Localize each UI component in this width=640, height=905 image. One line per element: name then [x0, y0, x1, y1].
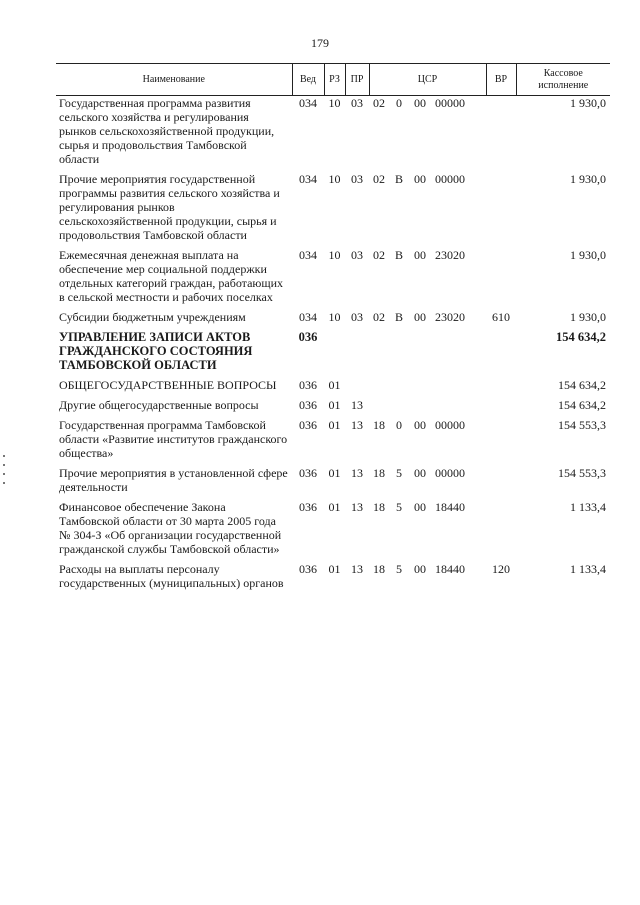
cell-name: УПРАВЛЕНИЕ ЗАПИСИ АКТОВ ГРАЖДАНСКОГО СОСТОЯНИЯ ТАМБОВСКОЙ ОБЛАСТИ [59, 330, 253, 372]
cell-vr [486, 248, 516, 310]
cell-sum: 1 930,0 [570, 172, 607, 186]
cell-rz: 01 [328, 398, 341, 412]
header-csr: ЦСР [369, 64, 486, 96]
cell-ved: 036 [299, 398, 317, 412]
cell-vr [486, 96, 516, 173]
table-row [56, 466, 610, 500]
table-row [56, 248, 610, 310]
cell-csr-main-event: 00 [414, 418, 426, 432]
cell-name: Ежемесячная денежная выплата на обеспечение мер социальной поддержки отдельных категорий граждан, работающих в сельской местности и рабочих поселках [59, 248, 284, 304]
cell-csr-subprogram: В [394, 248, 403, 262]
cell-pr: 13 [351, 418, 363, 432]
cell-csr-direction: 00000 [435, 466, 465, 480]
cell-csr-main-event: 00 [414, 96, 426, 110]
cell-name: Расходы на выплаты персоналу государственных (муниципальных) органов [59, 562, 284, 590]
cell-csr-subprogram [389, 378, 409, 398]
cell-pr: 13 [351, 466, 363, 480]
cell-csr-direction: 18440 [435, 562, 465, 576]
table-row [56, 310, 610, 330]
cell-rz: 01 [328, 562, 341, 576]
cell-sum: 1 930,0 [570, 96, 607, 110]
cell-csr-direction: 18440 [435, 500, 465, 514]
cell-vr [486, 172, 516, 248]
cell-csr-program: 18 [373, 562, 385, 576]
cell-csr-program [369, 378, 389, 398]
cell-csr-program: 18 [373, 466, 385, 480]
cell-csr-main-event: 00 [414, 248, 426, 262]
cell-ved: 034 [299, 96, 317, 110]
cell-ved: 034 [299, 310, 317, 324]
header-rz: РЗ [324, 64, 345, 96]
cell-csr-program [369, 330, 389, 378]
table-row [56, 398, 610, 418]
cell-csr-main-event [409, 398, 431, 418]
cell-csr-subprogram [389, 398, 409, 418]
cell-sum: 1 930,0 [570, 310, 607, 324]
cell-csr-subprogram: 5 [396, 562, 402, 576]
cell-sum: 1 930,0 [570, 248, 607, 262]
header-pr: ПР [345, 64, 369, 96]
cell-csr-subprogram [389, 330, 409, 378]
cell-csr-subprogram: 0 [396, 418, 402, 432]
cell-csr-direction: 23020 [435, 310, 465, 324]
cell-csr-main-event [409, 378, 431, 398]
cell-csr-program: 18 [373, 500, 385, 514]
table-row [56, 330, 610, 378]
table-row [56, 500, 610, 562]
cell-csr-main-event [409, 330, 431, 378]
cell-csr-program: 02 [373, 96, 385, 110]
cell-pr: 03 [351, 310, 363, 324]
cell-rz: 10 [328, 310, 341, 324]
cell-pr [345, 330, 369, 378]
cell-sum: 154 553,3 [558, 466, 607, 480]
cell-name: ОБЩЕГОСУДАРСТВЕННЫЕ ВОПРОСЫ [59, 378, 277, 392]
cell-csr-program [369, 398, 389, 418]
cell-csr-direction: 23020 [435, 248, 465, 262]
cell-csr-direction [431, 378, 486, 398]
cell-vr [486, 418, 516, 466]
table-row [56, 418, 610, 466]
cell-vr [486, 500, 516, 562]
cell-csr-subprogram: 5 [396, 466, 402, 480]
cell-name: Государственная программа развития сельского хозяйства и регулирования рынков сельскохозяйственной продукции, сырья и продовольствия Тамбовской области [59, 96, 275, 166]
cell-pr: 03 [351, 172, 363, 186]
cell-ved: 036 [299, 562, 317, 576]
cell-csr-main-event: 00 [414, 466, 426, 480]
table-row [56, 562, 610, 596]
cell-csr-main-event: 00 [414, 500, 426, 514]
table-header [56, 64, 610, 96]
cell-rz: 01 [328, 466, 341, 480]
cell-rz: 01 [328, 418, 341, 432]
cell-pr: 13 [351, 398, 363, 412]
table-row [56, 378, 610, 398]
cell-rz: 10 [328, 96, 341, 110]
cell-name: Прочие мероприятия в установленной сфере деятельности [59, 466, 288, 494]
cell-rz [324, 330, 345, 378]
cell-pr: 13 [351, 562, 363, 576]
budget-table [56, 63, 610, 596]
cell-csr-main-event: 00 [414, 172, 426, 186]
cell-sum: 154 634,2 [558, 378, 607, 392]
header-name: Наименование [56, 64, 292, 96]
cell-ved: 036 [299, 466, 317, 480]
cell-csr-subprogram: 5 [396, 500, 402, 514]
cell-sum: 1 133,4 [570, 562, 607, 576]
cell-csr-subprogram: В [394, 172, 403, 186]
cell-csr-main-event: 00 [414, 562, 426, 576]
cell-ved: 036 [299, 378, 317, 392]
cell-rz: 10 [328, 248, 341, 262]
cell-csr-direction [431, 330, 486, 378]
cell-sum: 154 634,2 [558, 398, 607, 412]
table-row [56, 96, 610, 173]
cell-pr: 13 [351, 500, 363, 514]
cell-csr-direction: 00000 [435, 96, 465, 110]
page-number: 179 [311, 36, 329, 50]
table-row [56, 172, 610, 248]
cell-rz: 01 [328, 378, 341, 392]
cell-ved: 036 [299, 418, 317, 432]
cell-rz: 01 [328, 500, 341, 514]
cell-ved: 034 [299, 248, 317, 262]
cell-csr-main-event: 00 [414, 310, 426, 324]
header-sum: Кассовое исполнение [516, 64, 610, 96]
header-ved: Вед [292, 64, 324, 96]
cell-name: Субсидии бюджетным учреждениям [59, 310, 246, 324]
cell-vr: 120 [492, 562, 511, 576]
cell-ved: 036 [298, 330, 318, 344]
cell-vr [486, 378, 516, 398]
cell-pr: 03 [351, 96, 363, 110]
cell-name: Государственная программа Тамбовской области «Развитие институтов гражданского общества» [59, 418, 288, 460]
cell-pr [345, 378, 369, 398]
cell-name: Финансовое обеспечение Закона Тамбовской области от 30 марта 2005 года № 304-З «Об организации государственной гражданской службы Тамбовской области» [59, 500, 282, 556]
cell-vr [486, 330, 516, 378]
margin-mark [3, 455, 6, 491]
cell-sum: 1 133,4 [570, 500, 607, 514]
cell-vr [486, 398, 516, 418]
cell-rz: 10 [328, 172, 341, 186]
cell-name: Другие общегосударственные вопросы [59, 398, 259, 412]
cell-csr-direction: 00000 [435, 418, 465, 432]
cell-csr-subprogram: 0 [396, 96, 402, 110]
cell-vr [486, 466, 516, 500]
cell-name: Прочие мероприятия государственной программы развития сельского хозяйства и регулирования рынков сельскохозяйственной продукции, сырья и продовольствия Тамбовской области [59, 172, 280, 242]
cell-csr-program: 02 [373, 172, 385, 186]
cell-ved: 034 [299, 172, 317, 186]
cell-csr-program: 18 [373, 418, 385, 432]
cell-csr-program: 02 [373, 310, 385, 324]
cell-csr-subprogram: В [394, 310, 403, 324]
header-vr: ВР [486, 64, 516, 96]
cell-csr-direction: 00000 [435, 172, 465, 186]
cell-vr: 610 [492, 310, 511, 324]
cell-pr: 03 [351, 248, 363, 262]
cell-csr-program: 02 [373, 248, 385, 262]
table-body [56, 96, 610, 597]
cell-sum: 154 553,3 [558, 418, 607, 432]
cell-sum: 154 634,2 [556, 330, 607, 344]
cell-ved: 036 [299, 500, 317, 514]
cell-csr-direction [431, 398, 486, 418]
